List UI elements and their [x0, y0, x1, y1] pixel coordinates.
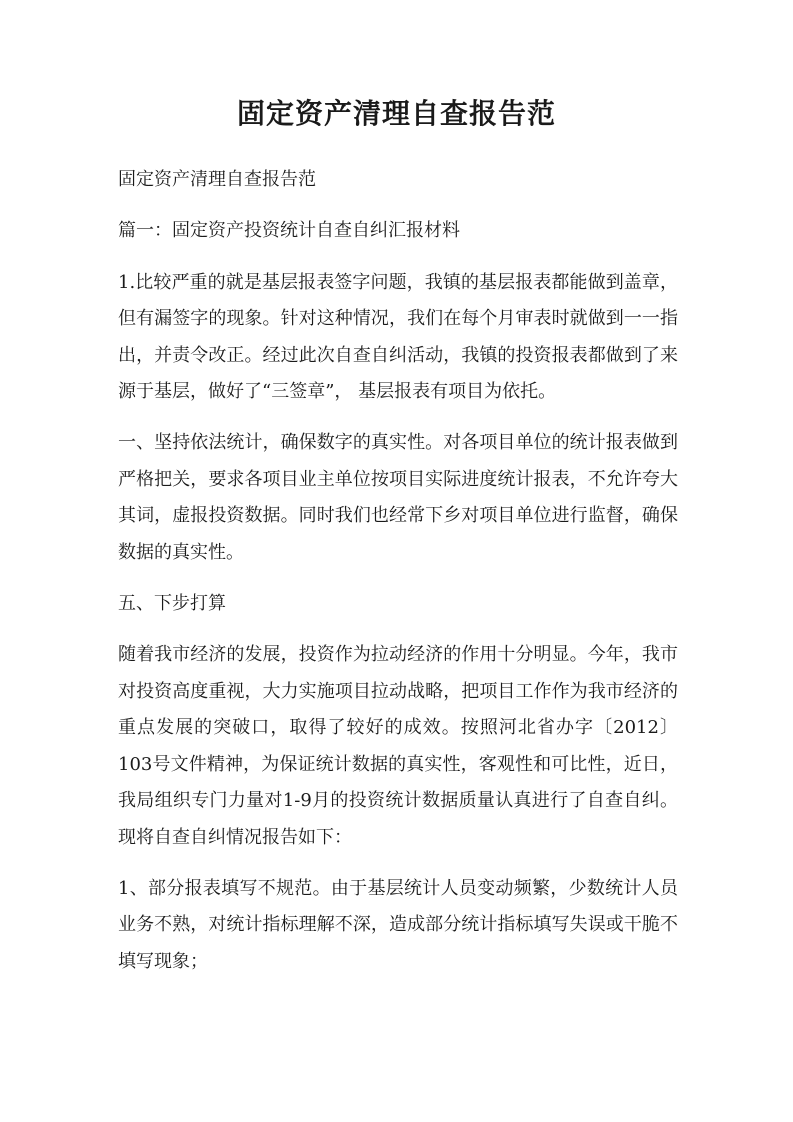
- paragraph-lawful-statistics: 一、坚持依法统计，确保数字的真实性。对各项目单位的统计报表做到严格把关，要求各项目业主单位按项目实际进度统计报表，不允许夸大其词，虚报投资数据。同时我们也经常下乡对项目单位进行监督，确保数据的真实性。: [118, 432, 678, 563]
- document-body: [118, 162, 678, 995]
- paragraph-report-irregularities: 1、部分报表填写不规范。由于基层统计人员变动频繁，少数统计人员业务不熟，对统计指标理解不深，造成部分统计指标填写失误或干脆不填写现象；: [118, 877, 678, 972]
- paragraph-section-heading: 篇一：固定资产投资统计自查自纠汇报材料: [118, 220, 460, 242]
- document-title: 固定资产清理自查报告范: [236, 97, 556, 130]
- paragraph-investment-overview: 随着我市经济的发展，投资作为拉动经济的作用十分明显。今年，我市对投资高度重视，大力实施项目拉动战略，把项目工作作为我市经济的重点发展的突破口，取得了较好的成效。按照河北省办字〔2012〕103号文件精神，为保证统计数据的真实性，客观性和可比性，近日，我局组织专门力量对1-9月的投资统计数据质量认真进行了自查自纠。现将自查自纠情况报告如下：: [118, 644, 678, 848]
- paragraph-signature-issue: 1.比较严重的就是基层报表签字问题，我镇的基层报表都能做到盖章，但有漏签字的现象。针对这种情况，我们在每个月审表时就做到一一指出，并责令改正。经过此次自查自纠活动，我镇的投资报表都做到了来源于基层，做好了“三签章”， 基层报表有项目为依托。: [118, 271, 678, 403]
- paragraph-subtitle: 固定资产清理自查报告范: [118, 169, 316, 190]
- paragraph-next-steps-heading: 五、下步打算: [118, 593, 226, 615]
